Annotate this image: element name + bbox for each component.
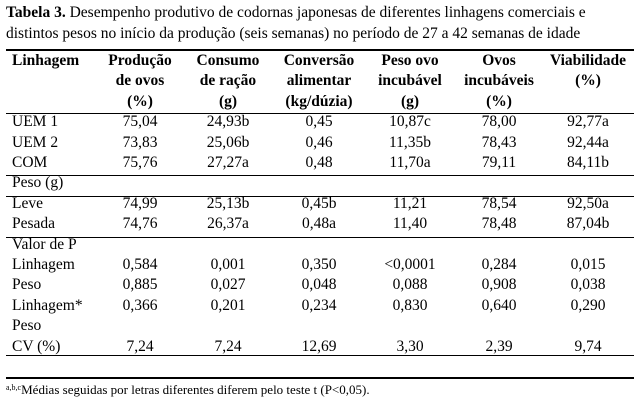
- table-cell: 9,74: [574, 337, 602, 355]
- table-header: [6, 51, 634, 112]
- header-cell: (%): [127, 92, 153, 110]
- table-cell: 92,44a: [567, 133, 609, 151]
- table-cell: 0,48: [305, 154, 333, 172]
- table-cell: 0,45: [305, 113, 333, 131]
- header-cell: [6, 71, 98, 91]
- table-cell: 78,43: [481, 133, 517, 151]
- table-cell: [364, 235, 456, 255]
- row-label: Peso: [12, 276, 42, 294]
- table-row: [6, 133, 634, 153]
- header-cell: de ração: [199, 72, 257, 90]
- header-cell: (g): [218, 92, 238, 110]
- table-cell: 78,54: [481, 194, 517, 212]
- table-cell: 11,40: [392, 215, 428, 233]
- table-row: [6, 275, 634, 295]
- table-cell: 75,04: [122, 113, 158, 131]
- table-cell: 78,48: [481, 215, 517, 233]
- row-label: Valor de P: [12, 235, 77, 253]
- results-table: [6, 51, 634, 357]
- table-row: [6, 316, 634, 336]
- table-cell: [542, 173, 634, 193]
- table-cell: 0,284: [481, 256, 517, 274]
- table-cell: [542, 235, 634, 255]
- footnote-text: Médias seguidas por letras diferentes diferem pelo teste t (P<0,05).: [21, 382, 370, 397]
- table-cell: [98, 173, 182, 193]
- table-row: [6, 337, 634, 357]
- row-label: UEM 2: [12, 133, 59, 151]
- table-cell: 25,13b: [206, 194, 250, 212]
- table-cell: [98, 235, 182, 255]
- table-row: [6, 235, 634, 255]
- table-row: [6, 255, 634, 275]
- table-cell: 0,48a: [301, 215, 336, 233]
- header-cell: Conversão: [283, 52, 355, 69]
- table-row: [6, 296, 634, 316]
- header-cell: (%): [486, 92, 512, 110]
- table-cell: 0,640: [481, 296, 517, 314]
- table-cell: [274, 235, 364, 255]
- table-cell: 0,46: [305, 133, 333, 151]
- table-cell: 7,24: [126, 337, 154, 355]
- header-cell: (kg/dúzia): [285, 92, 353, 110]
- row-label: UEM 1: [12, 113, 59, 131]
- table-cell: [98, 316, 182, 336]
- table-cell: 24,93b: [206, 113, 250, 131]
- table-cell: 2,39: [485, 337, 513, 355]
- table-cell: 84,11b: [566, 154, 610, 172]
- table-row: [6, 153, 634, 173]
- caption-text: Desempenho produtivo de codornas japonesas de diferentes linhagens comerciais e distintos pesos no início da produção (seis semanas) no período de 27 a 42 semanas de idade: [6, 4, 586, 42]
- table-cell: [456, 316, 542, 336]
- table-cell: 0,366: [122, 296, 158, 314]
- row-label: Linhagem: [12, 256, 75, 274]
- table-cell: [542, 316, 634, 336]
- row-label: CV (%): [12, 337, 61, 355]
- header-cell: Peso ovo: [381, 52, 439, 69]
- table-cell: 87,04b: [566, 215, 610, 233]
- table-cell: 0,584: [122, 256, 158, 274]
- table-cell: 0,048: [301, 276, 337, 294]
- row-label: Peso: [12, 317, 42, 335]
- table-cell: 78,00: [481, 113, 517, 131]
- row-label: COM: [12, 154, 48, 172]
- table-cell: 79,11: [481, 154, 517, 172]
- table-cell: 0,201: [210, 296, 246, 314]
- table-cell: [456, 173, 542, 193]
- header-cell: Ovos: [482, 52, 516, 69]
- header-cell: Linhagem: [12, 52, 80, 69]
- header-cell: incubável: [378, 72, 442, 90]
- table-row: [6, 112, 634, 132]
- table-cell: 0,001: [210, 256, 246, 274]
- table-row: [6, 194, 634, 214]
- table-cell: [274, 173, 364, 193]
- table-cell: 73,83: [122, 133, 158, 151]
- table-cell: 92,50a: [567, 194, 609, 212]
- table-body: [6, 112, 634, 357]
- header-row-2: [6, 71, 634, 91]
- table-cell: [182, 316, 274, 336]
- table-cell: [182, 173, 274, 193]
- row-label: Leve: [12, 194, 43, 212]
- table-row: [6, 214, 634, 234]
- table-cell: 0,350: [301, 256, 337, 274]
- table-cell: <0,0001: [384, 256, 436, 274]
- table-cell: [274, 316, 364, 336]
- table-cell: 27,27a: [207, 154, 249, 172]
- header-cell: (%): [575, 72, 601, 90]
- table-cell: 74,99: [122, 194, 158, 212]
- table-cell: 0,027: [210, 276, 246, 294]
- table-cell: 12,69: [301, 337, 337, 355]
- table-cell: 75,76: [122, 154, 158, 172]
- header-cell: [6, 92, 98, 112]
- header-cell: incubáveis: [464, 72, 534, 90]
- table-cell: 0,234: [301, 296, 337, 314]
- footnote-superscript: a,b,c: [6, 383, 22, 392]
- table-cell: 74,76: [122, 215, 158, 233]
- header-row-1: [6, 51, 634, 71]
- header-cell: Produção: [108, 52, 172, 69]
- table-cell: 11,35b: [388, 133, 432, 151]
- header-cell: Consumo: [196, 52, 260, 69]
- row-label: Peso (g): [12, 174, 64, 192]
- table-cell: 11,21: [392, 194, 428, 212]
- header-cell: de ovos: [115, 72, 165, 90]
- table-cell: 92,77a: [567, 113, 609, 131]
- header-cell: Viabilidade: [549, 52, 627, 69]
- table-cell: [456, 235, 542, 255]
- table-cell: 0,45b: [301, 194, 337, 212]
- header-row-3: [6, 92, 634, 112]
- table-cell: 0,908: [481, 276, 517, 294]
- table-cell: 25,06b: [206, 133, 250, 151]
- bottom-rule: [6, 377, 634, 379]
- table-cell: 26,37a: [207, 215, 249, 233]
- caption-label: Tabela 3.: [6, 4, 66, 21]
- header-cell: [542, 92, 634, 112]
- table-cell: [364, 173, 456, 193]
- table-cell: 11,70a: [389, 154, 431, 172]
- table-cell: [364, 316, 456, 336]
- table-footnote: [6, 380, 370, 398]
- header-cell: alimentar: [286, 72, 352, 90]
- table-cell: 0,088: [392, 276, 428, 294]
- row-label: Pesada: [12, 215, 56, 233]
- table-cell: 10,87c: [389, 113, 431, 131]
- table-cell: 0,885: [122, 276, 158, 294]
- table-caption: [6, 2, 636, 44]
- header-cell: (g): [400, 92, 420, 110]
- row-label: Linhagem*: [12, 296, 83, 314]
- table-cell: [182, 235, 274, 255]
- table-row: [6, 173, 634, 193]
- table-cell: 0,015: [570, 256, 606, 274]
- table-cell: 0,830: [392, 296, 428, 314]
- table-cell: 7,24: [214, 337, 242, 355]
- table-cell: 3,30: [396, 337, 424, 355]
- table-cell: 0,038: [570, 276, 606, 294]
- table-cell: 0,290: [570, 296, 606, 314]
